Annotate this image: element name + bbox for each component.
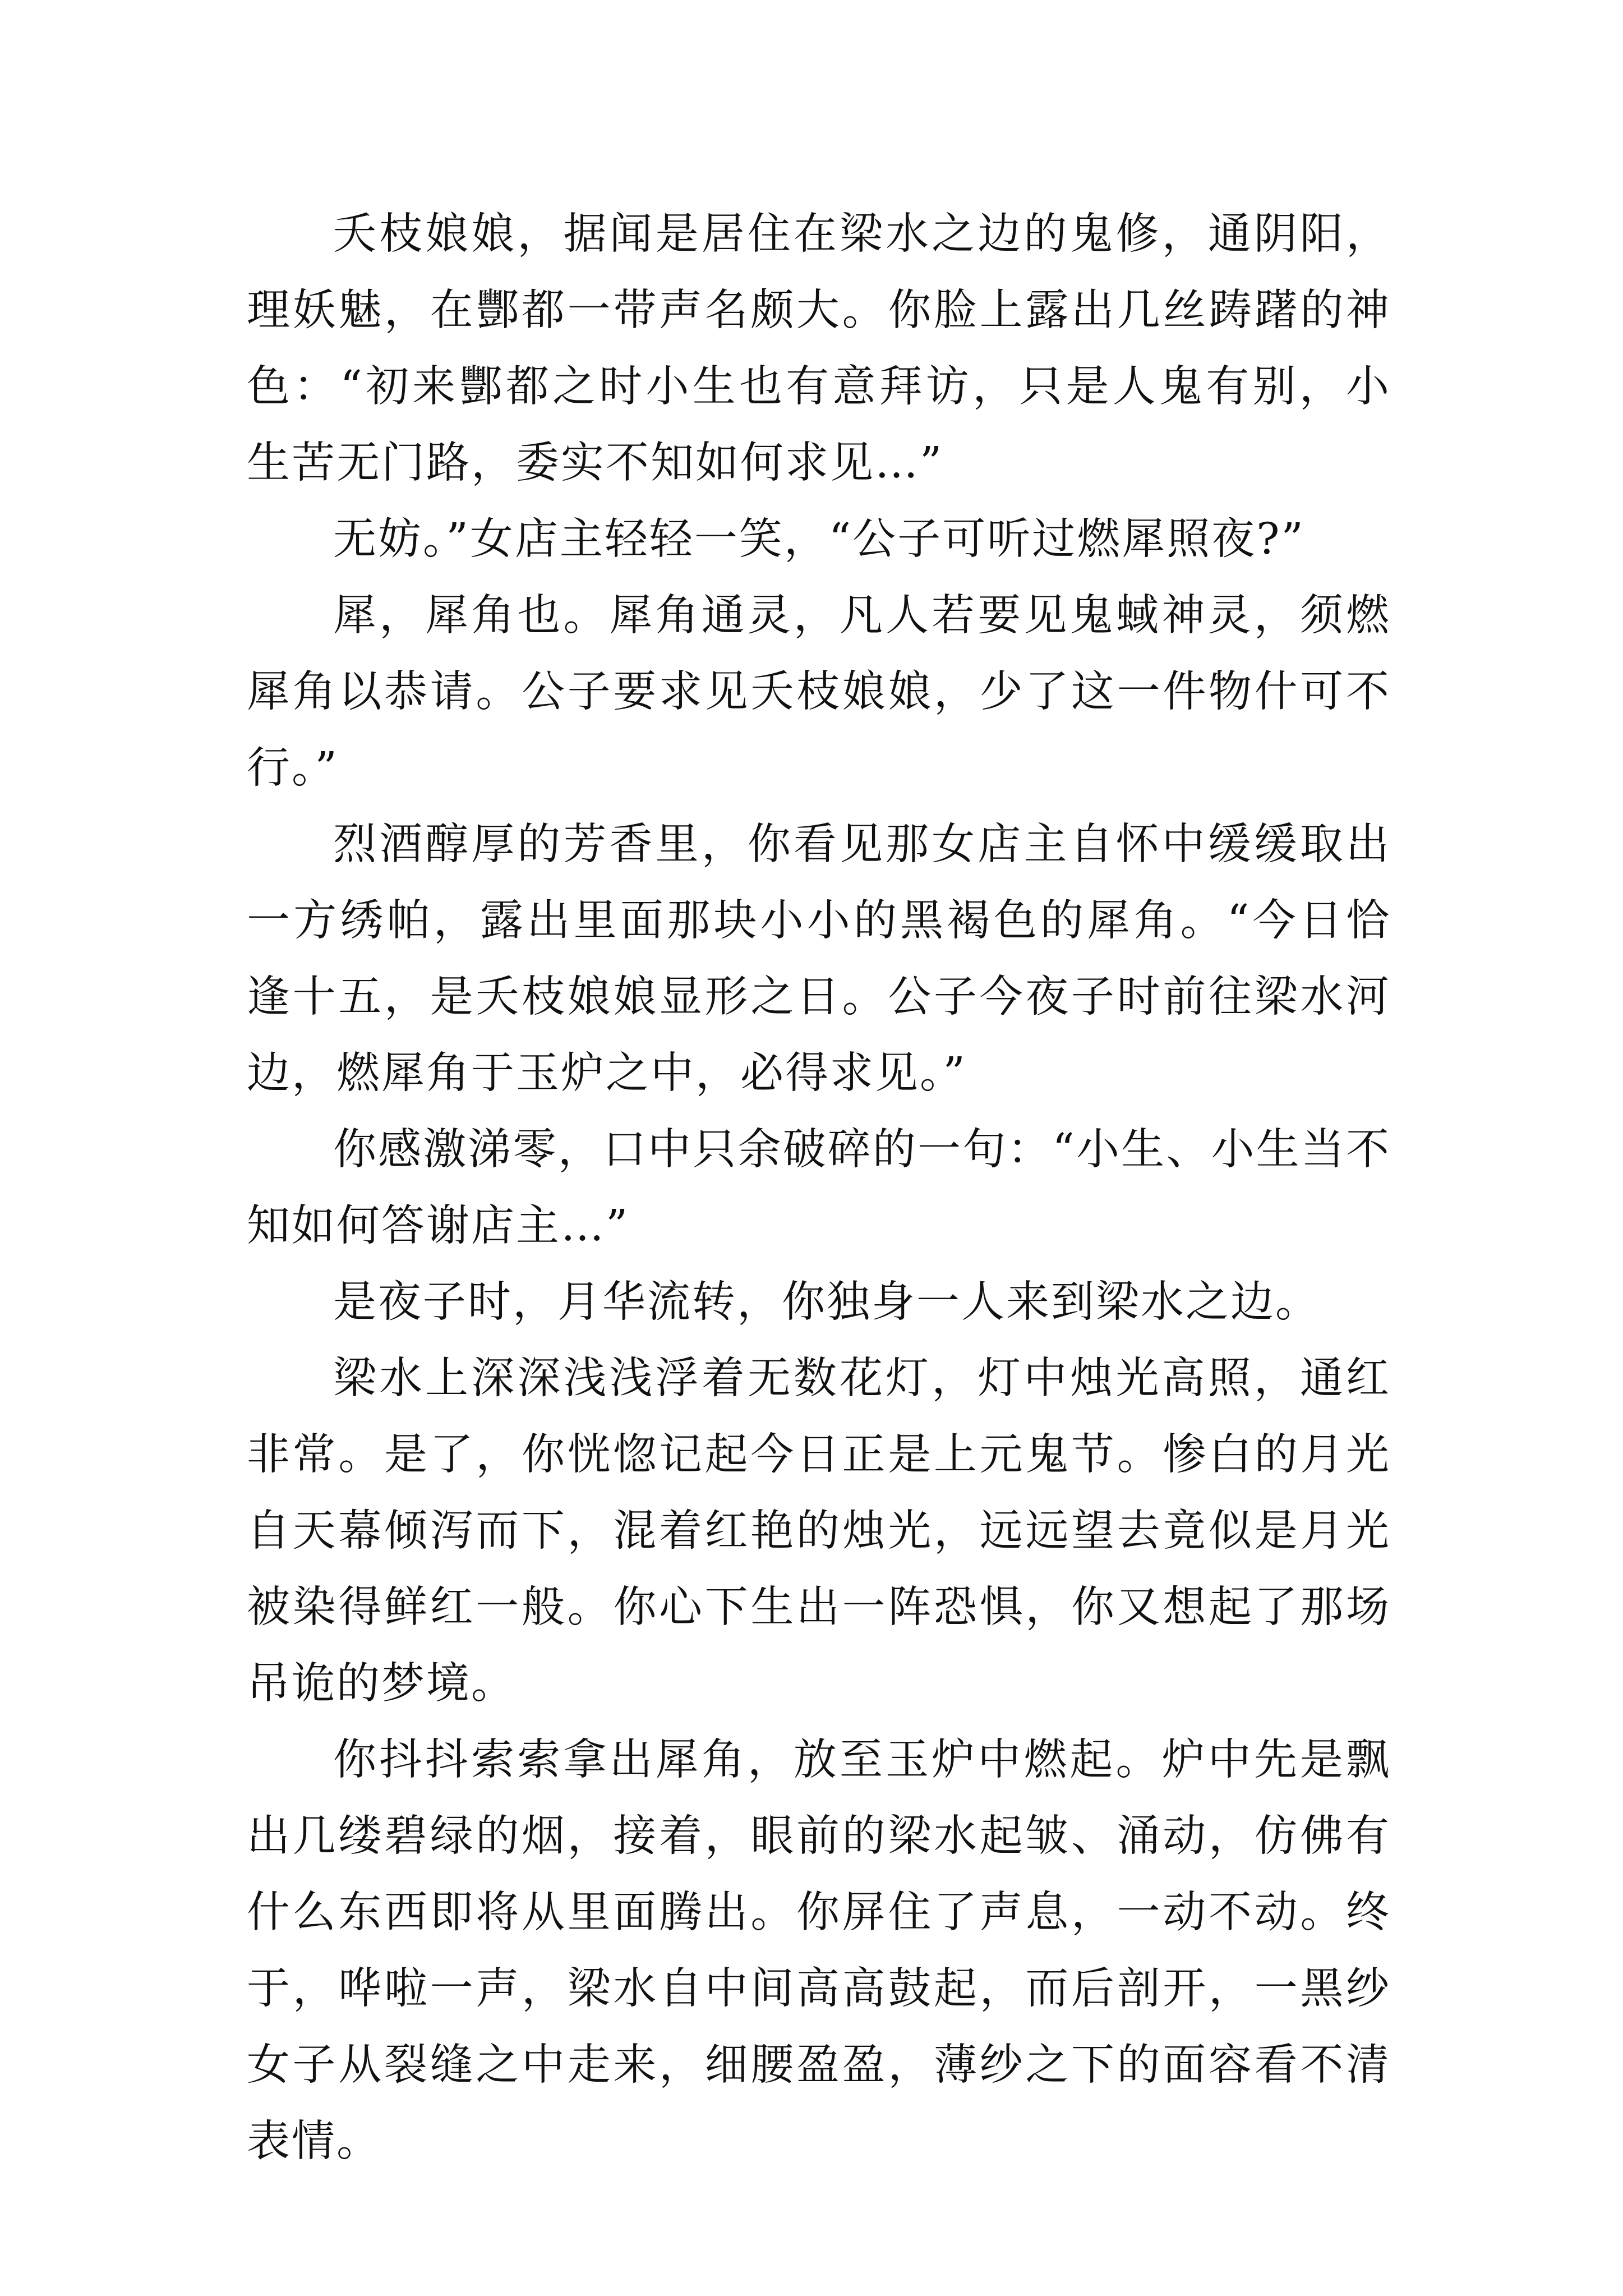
paragraph-4: 烈酒醇厚的芳香里，你看见那女店主自怀中缓缓取出一方绣帕，露出里面那块小小的黑褐色的犀角。“今日恰逢十五，是夭枝娘娘显形之日。公子今夜子时前往梁水河边，燃犀角于玉炉之中，必得求见。” (247, 820, 1391, 1098)
body-text (247, 196, 1391, 2180)
paragraph-2: 无妨。”女店主轻轻一笑，“公子可听过燃犀照夜?” (333, 514, 1305, 564)
paragraph-7: 梁水上深深浅浅浮着无数花灯，灯中烛光高照，通红非常。是了，你恍惚记起今日正是上元鬼节。惨白的月光自天幕倾泻而下，混着红艳的烛光，远远望去竟似是月光被染得鲜红一般。你心下生出一阵恐惧，你又想起了那场吊诡的梦境。 (247, 1354, 1391, 1709)
paragraph-1: 夭枝娘娘，据闻是居住在梁水之边的鬼修，通阴阳，理妖魅，在酆都一带声名颇大。你脸上露出几丝踌躇的神色：“初来酆都之时小生也有意拜访，只是人鬼有别，小生苦无门路，委实不知如何求见…” (247, 209, 1391, 488)
paragraph-6: 是夜子时，月华流转，你独身一人来到梁水之边。 (333, 1277, 1320, 1327)
paragraph-5: 你感激涕零，口中只余破碎的一句：“小生、小生当不知如何答谢店主…” (247, 1125, 1391, 1251)
paragraph-8: 你抖抖索索拿出犀角，放至玉炉中燃起。炉中先是飘出几缕碧绿的烟，接着，眼前的梁水起皱、涌动，仿佛有什么东西即将从里面腾出。你屏住了声息，一动不动。终于，哗啦一声，梁水自中间高高鼓起，而后剖开，一黑纱女子从裂缝之中走来，细腰盈盈，薄纱之下的面容看不清表情。 (247, 1735, 1391, 2166)
paragraph-3: 犀，犀角也。犀角通灵，凡人若要见鬼蜮神灵，须燃犀角以恭请。公子要求见夭枝娘娘，少了这一件物什可不行。” (247, 591, 1391, 793)
